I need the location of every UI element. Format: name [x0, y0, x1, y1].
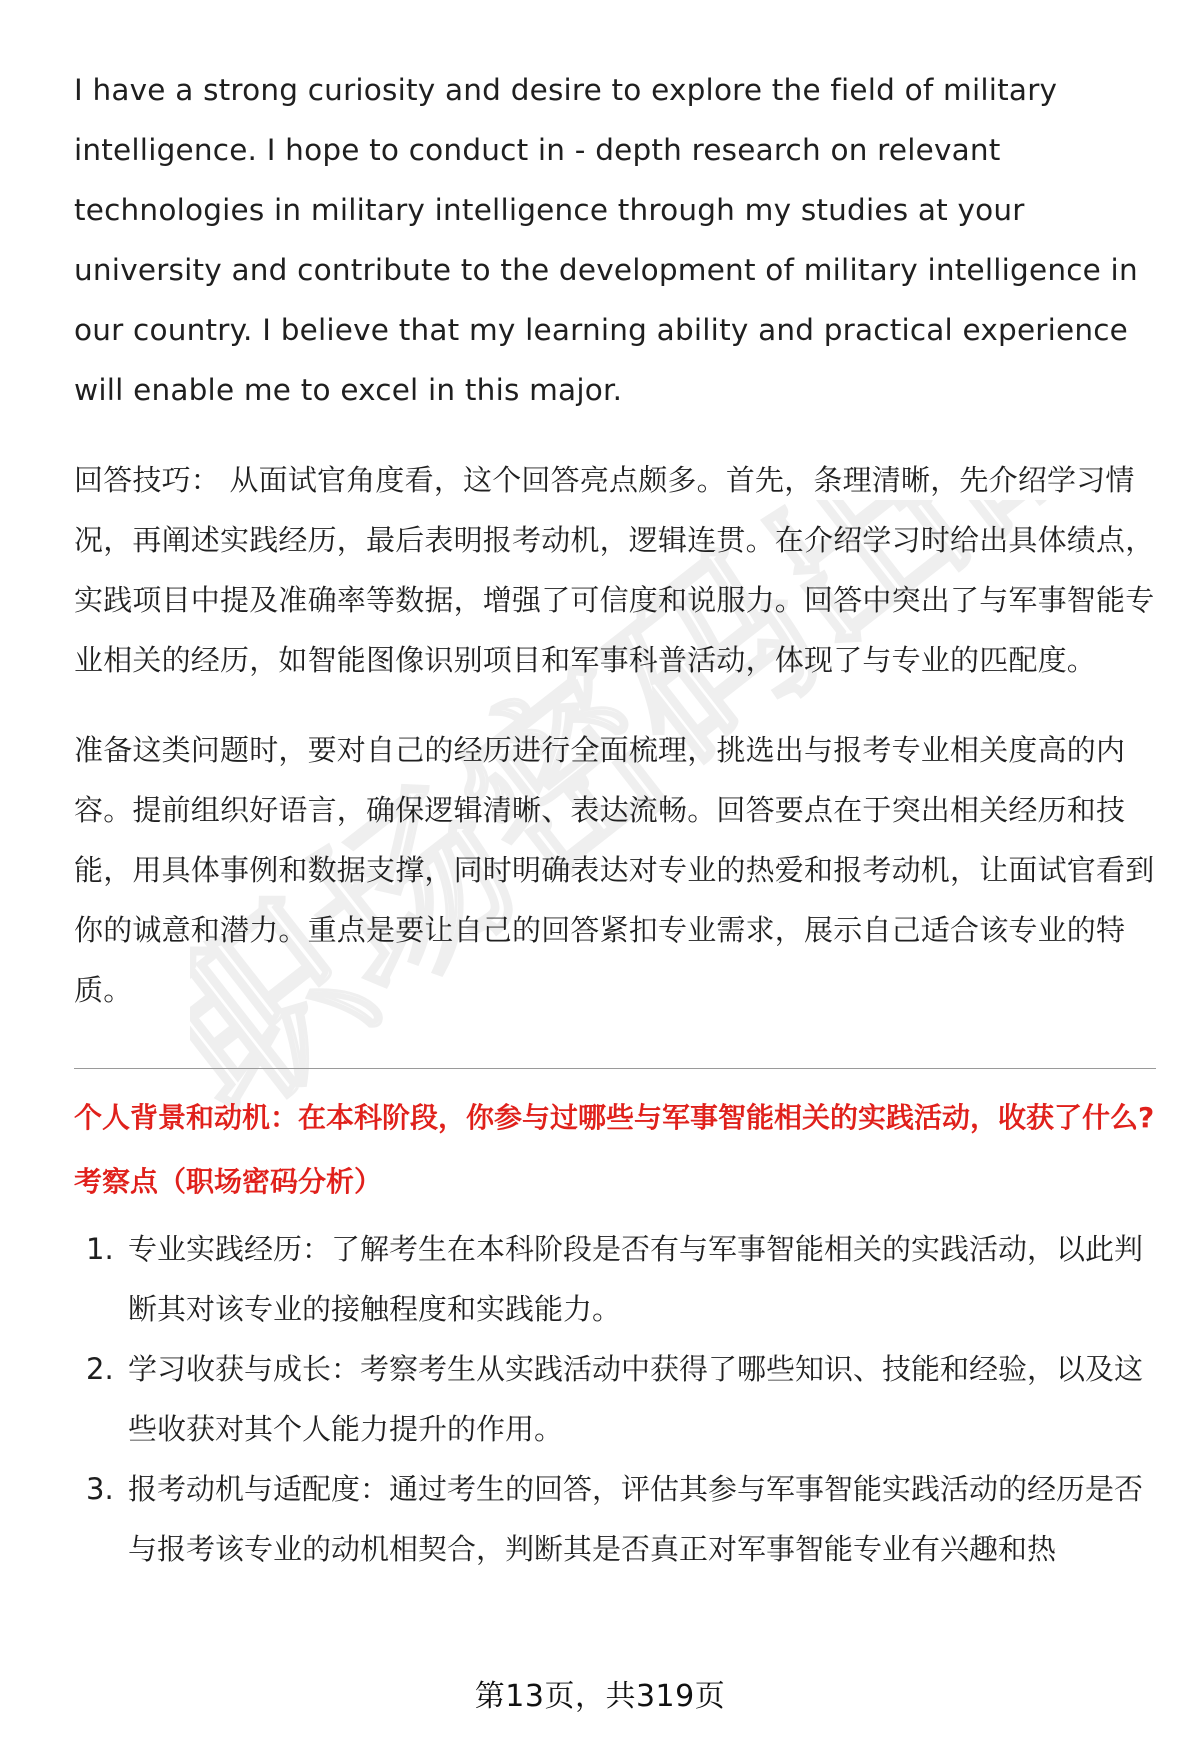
- watermark-text: 职场密码出品: [190, 500, 1090, 1156]
- question-heading: 个人背景和动机：在本科阶段，你参与过哪些与军事智能相关的实践活动，收获了什么?: [74, 1101, 1155, 1134]
- list-item-text: 报考动机与适配度：通过考生的回答，评估其参与军事智能实践活动的经历是否与报考该专业的动机相契合，判断其是否真正对军事智能专业有兴趣和热: [128, 1472, 1144, 1566]
- list-item-text: 学习收获与成长：考察考生从实践活动中获得了哪些知识、技能和经验，以及这些收获对其个人能力提升的作用。: [128, 1352, 1144, 1446]
- list-item-number: 1.: [86, 1232, 114, 1266]
- list-item-number: 3.: [86, 1472, 114, 1506]
- preparation-advice-paragraph: 准备这类问题时，要对自己的经历进行全面梳理，挑选出与报考专业相关度高的内容。提前组织好语言，确保逻辑清晰、表达流畅。回答要点在于突出相关经历和技能，用具体事例和数据支撑，同时明确表达对专业的热爱和报考动机，让面试官看到你的诚意和潜力。重点是要让自己的回答紧扣专业需求，展示自己适合该专业的特质。: [74, 733, 1155, 1007]
- english-answer-paragraph: I have a strong curiosity and desire to explore the field of military intelligence. I hope to conduct in - depth research on relevant technologies in military intelligence through my studies at your university and contribute to the development of military intelligence in our country. I believe that my learning ability and practical experience will enable me to excel in this major.: [74, 73, 1138, 407]
- document-page: [74, 60, 1156, 1579]
- answer-tips-paragraph: 回答技巧： 从面试官角度看，这个回答亮点颇多。首先，条理清晰，先介绍学习情况，再阐述实践经历，最后表明报考动机，逻辑连贯。在介绍学习时给出具体绩点，实践项目中提及准确率等数据，增强了可信度和说服力。回答中突出了与军事智能专业相关的经历，如智能图像识别项目和军事科普活动，体现了与专业的匹配度。: [74, 463, 1155, 677]
- assessment-points-heading: 考察点（职场密码分析）: [74, 1165, 383, 1198]
- assessment-points-list: [74, 1219, 1156, 1579]
- list-item: [74, 1459, 1156, 1579]
- page-number-footer: 第13页，共319页: [474, 1679, 726, 1714]
- list-item-number: 2.: [86, 1352, 114, 1386]
- list-item: [74, 1339, 1156, 1459]
- list-item-text: 专业实践经历：了解考生在本科阶段是否有与军事智能相关的实践活动，以此判断其对该专业的接触程度和实践能力。: [128, 1232, 1144, 1326]
- list-item: [74, 1219, 1156, 1339]
- section-divider: [74, 1068, 1156, 1069]
